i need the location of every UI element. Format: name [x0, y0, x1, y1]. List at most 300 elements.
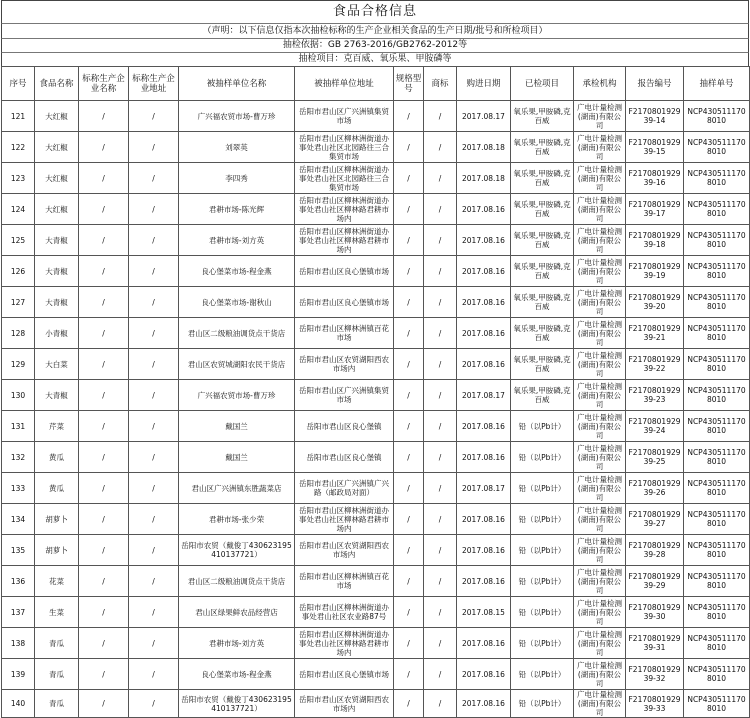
- cell-mfr: /: [79, 256, 129, 287]
- cell-food: 大红椒: [35, 194, 79, 225]
- cell-unit: 君山区农贸城湖阳农民干货店: [179, 349, 295, 380]
- cell-date: 2017.08.16: [457, 659, 511, 690]
- cell-mfr: /: [79, 163, 129, 194]
- cell-report: F217080192939-22: [626, 349, 684, 380]
- cell-mfr: /: [79, 101, 129, 132]
- col-header-mfr-addr: 标称生产企业地址: [129, 67, 179, 101]
- cell-report: F217080192939-25: [626, 442, 684, 473]
- cell-lab: 广电计量检测(湖南)有限公司: [574, 163, 626, 194]
- cell-sample: NCP4305111708010: [684, 504, 750, 535]
- cell-unit: 戴国兰: [179, 442, 295, 473]
- table-row: [2, 163, 750, 194]
- declaration-notice: （声明：以下信息仅指本次抽检标称的生产企业相关食品的生产日期/批号和所检项目）: [1, 23, 749, 38]
- cell-brand: /: [424, 442, 457, 473]
- cell-date: 2017.08.16: [457, 349, 511, 380]
- cell-food: 大红椒: [35, 101, 79, 132]
- cell-mfr: /: [79, 349, 129, 380]
- cell-mfr: /: [79, 535, 129, 566]
- cell-date: 2017.08.16: [457, 256, 511, 287]
- cell-spec: /: [394, 225, 424, 256]
- cell-lab: 广电计量检测(湖南)有限公司: [574, 101, 626, 132]
- cell-lab: 广电计量检测(湖南)有限公司: [574, 566, 626, 597]
- cell-unit-addr: 岳阳市君山区良心堡镇市场: [295, 256, 394, 287]
- cell-unit-addr: 岳阳市君山区柳林洲街道办事处君山社区农业路87号: [295, 597, 394, 628]
- cell-date: 2017.08.16: [457, 566, 511, 597]
- cell-mfr-addr: /: [129, 380, 179, 411]
- cell-report: F217080192939-27: [626, 504, 684, 535]
- cell-mfr: /: [79, 132, 129, 163]
- cell-items: 铅（以Pb计）: [511, 535, 574, 566]
- cell-unit-addr: 岳阳市君山区良心堡镇: [295, 442, 394, 473]
- cell-no: 135: [2, 535, 35, 566]
- cell-report: F217080192939-24: [626, 411, 684, 442]
- cell-unit-addr: 岳阳市君山区良心堡镇: [295, 411, 394, 442]
- cell-brand: /: [424, 225, 457, 256]
- cell-food: 大青椒: [35, 225, 79, 256]
- cell-spec: /: [394, 101, 424, 132]
- cell-food: 青瓜: [35, 659, 79, 690]
- cell-mfr: /: [79, 628, 129, 659]
- cell-sample: NCP4305111708010: [684, 349, 750, 380]
- cell-food: 大红椒: [35, 132, 79, 163]
- cell-unit-addr: 岳阳市君山区柳林洲镇百花市场: [295, 566, 394, 597]
- cell-lab: 广电计量检测(湖南)有限公司: [574, 442, 626, 473]
- cell-date: 2017.08.17: [457, 380, 511, 411]
- cell-no: 125: [2, 225, 35, 256]
- cell-mfr-addr: /: [129, 659, 179, 690]
- cell-lab: 广电计量检测(湖南)有限公司: [574, 287, 626, 318]
- cell-no: 121: [2, 101, 35, 132]
- cell-unit: 君山区二级粮油调货点干货店: [179, 318, 295, 349]
- cell-lab: 广电计量检测(湖南)有限公司: [574, 628, 626, 659]
- cell-sample: NCP4305111708010: [684, 380, 750, 411]
- cell-lab: 广电计量检测(湖南)有限公司: [574, 690, 626, 718]
- table-row: [2, 225, 750, 256]
- table-row: [2, 256, 750, 287]
- cell-mfr: /: [79, 504, 129, 535]
- cell-report: F217080192939-33: [626, 690, 684, 718]
- cell-no: 140: [2, 690, 35, 718]
- cell-spec: /: [394, 318, 424, 349]
- cell-report: F217080192939-31: [626, 628, 684, 659]
- cell-spec: /: [394, 163, 424, 194]
- cell-brand: /: [424, 566, 457, 597]
- cell-no: 138: [2, 628, 35, 659]
- cell-mfr-addr: /: [129, 225, 179, 256]
- cell-items: 氧乐果,甲胺磷,克百威: [511, 194, 574, 225]
- table-row: [2, 628, 750, 659]
- cell-mfr: /: [79, 411, 129, 442]
- cell-unit: 岳阳市农贸（戴俊丁430623195410137721）: [179, 535, 295, 566]
- col-header-brand: 商标: [424, 67, 457, 101]
- cell-mfr-addr: /: [129, 628, 179, 659]
- cell-mfr-addr: /: [129, 256, 179, 287]
- cell-brand: /: [424, 535, 457, 566]
- cell-no: 139: [2, 659, 35, 690]
- cell-unit: 君耕市场-刘方英: [179, 225, 295, 256]
- cell-lab: 广电计量检测(湖南)有限公司: [574, 535, 626, 566]
- cell-sample: NCP4305111708010: [684, 628, 750, 659]
- cell-unit-addr: 岳阳市君山区柳林洲街道办事处君山社区北园路往三合集贸市场: [295, 163, 394, 194]
- cell-no: 131: [2, 411, 35, 442]
- cell-unit: 李四秀: [179, 163, 295, 194]
- cell-food: 大白菜: [35, 349, 79, 380]
- cell-food: 黄瓜: [35, 473, 79, 504]
- cell-items: 氧乐果,甲胺磷,克百威: [511, 287, 574, 318]
- cell-items: 氧乐果,甲胺磷,克百威: [511, 318, 574, 349]
- cell-spec: /: [394, 690, 424, 718]
- col-header-sample: 抽样单号: [684, 67, 750, 101]
- cell-mfr-addr: /: [129, 690, 179, 718]
- cell-items: 氧乐果,甲胺磷,克百威: [511, 349, 574, 380]
- cell-sample: NCP4305111708010: [684, 194, 750, 225]
- cell-unit: 广兴福农贸市场-曹万珍: [179, 101, 295, 132]
- cell-mfr: /: [79, 380, 129, 411]
- cell-sample: NCP4305111708010: [684, 535, 750, 566]
- cell-no: 133: [2, 473, 35, 504]
- cell-mfr-addr: /: [129, 287, 179, 318]
- cell-brand: /: [424, 690, 457, 718]
- table-row: [2, 473, 750, 504]
- cell-items: 氧乐果,甲胺磷,克百威: [511, 101, 574, 132]
- table-header-row: [2, 67, 750, 101]
- cell-brand: /: [424, 473, 457, 504]
- cell-unit-addr: 岳阳市君山区广兴洲镇集贸市场: [295, 380, 394, 411]
- col-header-unit: 被抽样单位名称: [179, 67, 295, 101]
- cell-sample: NCP4305111708010: [684, 163, 750, 194]
- cell-date: 2017.08.18: [457, 132, 511, 163]
- cell-brand: /: [424, 380, 457, 411]
- cell-lab: 广电计量检测(湖南)有限公司: [574, 349, 626, 380]
- cell-unit: 广兴福农贸市场-曹万珍: [179, 380, 295, 411]
- cell-spec: /: [394, 597, 424, 628]
- cell-no: 122: [2, 132, 35, 163]
- cell-brand: /: [424, 318, 457, 349]
- col-header-items: 已检项目: [511, 67, 574, 101]
- cell-date: 2017.08.16: [457, 287, 511, 318]
- cell-unit-addr: 岳阳市君山区柳林洲街道办事处君山社区北园路往三合集贸市场: [295, 132, 394, 163]
- cell-date: 2017.08.16: [457, 225, 511, 256]
- cell-sample: NCP4305111708010: [684, 442, 750, 473]
- cell-unit-addr: 岳阳市君山区广兴洲镇集贸市场: [295, 101, 394, 132]
- cell-brand: /: [424, 194, 457, 225]
- cell-lab: 广电计量检测(湖南)有限公司: [574, 256, 626, 287]
- cell-date: 2017.08.16: [457, 628, 511, 659]
- cell-date: 2017.08.16: [457, 504, 511, 535]
- cell-report: F217080192939-14: [626, 101, 684, 132]
- cell-mfr: /: [79, 566, 129, 597]
- cell-sample: NCP4305111708010: [684, 566, 750, 597]
- cell-report: F217080192939-19: [626, 256, 684, 287]
- cell-spec: /: [394, 535, 424, 566]
- cell-lab: 广电计量检测(湖南)有限公司: [574, 504, 626, 535]
- cell-lab: 广电计量检测(湖南)有限公司: [574, 318, 626, 349]
- cell-no: 130: [2, 380, 35, 411]
- cell-unit: 刘翠英: [179, 132, 295, 163]
- inspection-basis: 抽检依据：GB 2763-2016/GB2762-2012等: [1, 38, 749, 52]
- cell-food: 胡萝卜: [35, 504, 79, 535]
- cell-mfr-addr: /: [129, 132, 179, 163]
- cell-lab: 广电计量检测(湖南)有限公司: [574, 380, 626, 411]
- cell-mfr: /: [79, 318, 129, 349]
- cell-unit-addr: 岳阳市君山区广兴洲镇广兴路（邮政局对面）: [295, 473, 394, 504]
- cell-report: F217080192939-20: [626, 287, 684, 318]
- cell-brand: /: [424, 628, 457, 659]
- cell-food: 青瓜: [35, 628, 79, 659]
- page-title: 食品合格信息: [1, 0, 749, 23]
- cell-items: 氧乐果,甲胺磷,克百威: [511, 132, 574, 163]
- cell-report: F217080192939-16: [626, 163, 684, 194]
- cell-mfr-addr: /: [129, 535, 179, 566]
- cell-brand: /: [424, 163, 457, 194]
- cell-lab: 广电计量检测(湖南)有限公司: [574, 132, 626, 163]
- cell-no: 126: [2, 256, 35, 287]
- cell-report: F217080192939-30: [626, 597, 684, 628]
- cell-lab: 广电计量检测(湖南)有限公司: [574, 597, 626, 628]
- cell-brand: /: [424, 659, 457, 690]
- cell-lab: 广电计量检测(湖南)有限公司: [574, 194, 626, 225]
- col-header-date: 购进日期: [457, 67, 511, 101]
- cell-brand: /: [424, 256, 457, 287]
- cell-food: 花菜: [35, 566, 79, 597]
- cell-mfr-addr: /: [129, 442, 179, 473]
- cell-mfr-addr: /: [129, 194, 179, 225]
- cell-sample: NCP4305111708010: [684, 101, 750, 132]
- cell-report: F217080192939-23: [626, 380, 684, 411]
- cell-items: 铅（以Pb计）: [511, 566, 574, 597]
- cell-food: 生菜: [35, 597, 79, 628]
- cell-items: 铅（以Pb计）: [511, 473, 574, 504]
- table-row: [2, 349, 750, 380]
- results-table: [1, 66, 750, 718]
- cell-spec: /: [394, 194, 424, 225]
- cell-mfr: /: [79, 659, 129, 690]
- cell-food: 小青椒: [35, 318, 79, 349]
- cell-sample: NCP4305111708010: [684, 473, 750, 504]
- cell-sample: NCP4305111708010: [684, 690, 750, 718]
- cell-spec: /: [394, 287, 424, 318]
- cell-mfr: /: [79, 194, 129, 225]
- cell-items: 铅（以Pb计）: [511, 690, 574, 718]
- cell-food: 大青椒: [35, 256, 79, 287]
- cell-report: F217080192939-17: [626, 194, 684, 225]
- cell-unit-addr: 岳阳市君山区柳林洲街道办事处君山社区柳林路君耕市场内: [295, 628, 394, 659]
- cell-lab: 广电计量检测(湖南)有限公司: [574, 473, 626, 504]
- cell-spec: /: [394, 132, 424, 163]
- col-header-mfr: 标称生产企业名称: [79, 67, 129, 101]
- cell-date: 2017.08.16: [457, 535, 511, 566]
- cell-unit-addr: 岳阳市君山区农贸湖阳西农市场内: [295, 349, 394, 380]
- cell-items: 铅（以Pb计）: [511, 411, 574, 442]
- cell-brand: /: [424, 132, 457, 163]
- inspection-sheet: [1, 0, 749, 718]
- cell-report: F217080192939-26: [626, 473, 684, 504]
- inspection-items: 抽检项目：克百威、氧乐果、甲胺磷等: [1, 52, 749, 66]
- cell-no: 136: [2, 566, 35, 597]
- cell-mfr: /: [79, 225, 129, 256]
- cell-brand: /: [424, 411, 457, 442]
- cell-unit-addr: 岳阳市君山区柳林洲街道办事处君山社区柳林路君耕市场内: [295, 504, 394, 535]
- cell-unit: 良心堡菜市场-程金燕: [179, 256, 295, 287]
- cell-report: F217080192939-29: [626, 566, 684, 597]
- cell-mfr-addr: /: [129, 597, 179, 628]
- cell-report: F217080192939-15: [626, 132, 684, 163]
- cell-items: 氧乐果,甲胺磷,克百威: [511, 163, 574, 194]
- cell-items: 铅（以Pb计）: [511, 597, 574, 628]
- cell-mfr-addr: /: [129, 101, 179, 132]
- cell-mfr: /: [79, 597, 129, 628]
- table-row: [2, 101, 750, 132]
- cell-no: 129: [2, 349, 35, 380]
- cell-date: 2017.08.15: [457, 597, 511, 628]
- cell-spec: /: [394, 504, 424, 535]
- cell-date: 2017.08.16: [457, 690, 511, 718]
- cell-unit: 君山区绿果鲜农品经营店: [179, 597, 295, 628]
- cell-no: 123: [2, 163, 35, 194]
- cell-food: 大青椒: [35, 287, 79, 318]
- cell-food: 胡萝卜: [35, 535, 79, 566]
- table-row: [2, 194, 750, 225]
- cell-mfr: /: [79, 442, 129, 473]
- cell-unit: 良心堡菜市场-程金燕: [179, 659, 295, 690]
- cell-sample: NCP4305111708010: [684, 225, 750, 256]
- cell-mfr: /: [79, 690, 129, 718]
- cell-unit: 君耕市场-刘方英: [179, 628, 295, 659]
- cell-mfr-addr: /: [129, 163, 179, 194]
- cell-unit-addr: 岳阳市君山区柳林洲街道办事处君山社区柳林路君耕市场内: [295, 194, 394, 225]
- cell-brand: /: [424, 504, 457, 535]
- cell-food: 大青椒: [35, 380, 79, 411]
- cell-spec: /: [394, 473, 424, 504]
- cell-spec: /: [394, 566, 424, 597]
- table-row: [2, 690, 750, 718]
- cell-mfr: /: [79, 473, 129, 504]
- col-header-report: 报告编号: [626, 67, 684, 101]
- table-row: [2, 597, 750, 628]
- cell-sample: NCP4305111708010: [684, 318, 750, 349]
- cell-unit: 戴国兰: [179, 411, 295, 442]
- cell-lab: 广电计量检测(湖南)有限公司: [574, 225, 626, 256]
- cell-sample: NCP4305111708010: [684, 287, 750, 318]
- cell-spec: /: [394, 411, 424, 442]
- cell-report: F217080192939-21: [626, 318, 684, 349]
- cell-unit-addr: 岳阳市君山区农贸湖阳西农市场内: [295, 535, 394, 566]
- cell-date: 2017.08.16: [457, 318, 511, 349]
- cell-spec: /: [394, 659, 424, 690]
- cell-mfr-addr: /: [129, 504, 179, 535]
- table-row: [2, 659, 750, 690]
- cell-date: 2017.08.16: [457, 194, 511, 225]
- cell-food: 芹菜: [35, 411, 79, 442]
- cell-lab: 广电计量检测(湖南)有限公司: [574, 411, 626, 442]
- cell-sample: NCP4305111708010: [684, 597, 750, 628]
- cell-items: 铅（以Pb计）: [511, 628, 574, 659]
- table-row: [2, 566, 750, 597]
- cell-spec: /: [394, 349, 424, 380]
- cell-brand: /: [424, 101, 457, 132]
- cell-spec: /: [394, 256, 424, 287]
- cell-items: 氧乐果,甲胺磷,克百威: [511, 380, 574, 411]
- cell-brand: /: [424, 287, 457, 318]
- cell-date: 2017.08.17: [457, 473, 511, 504]
- cell-no: 128: [2, 318, 35, 349]
- table-row: [2, 132, 750, 163]
- cell-no: 137: [2, 597, 35, 628]
- cell-unit: 君山区二级粮油调货点干货店: [179, 566, 295, 597]
- cell-sample: NCP4305111708010: [684, 659, 750, 690]
- table-row: [2, 411, 750, 442]
- cell-unit: 岳阳市农贸（戴俊丁430623195410137721）: [179, 690, 295, 718]
- cell-items: 铅（以Pb计）: [511, 442, 574, 473]
- cell-brand: /: [424, 349, 457, 380]
- cell-date: 2017.08.16: [457, 442, 511, 473]
- cell-mfr-addr: /: [129, 566, 179, 597]
- cell-mfr-addr: /: [129, 349, 179, 380]
- cell-mfr: /: [79, 287, 129, 318]
- cell-food: 大红椒: [35, 163, 79, 194]
- table-row: [2, 535, 750, 566]
- cell-items: 铅（以Pb计）: [511, 659, 574, 690]
- cell-no: 124: [2, 194, 35, 225]
- cell-unit-addr: 岳阳市君山区良心堡镇市场: [295, 287, 394, 318]
- cell-unit-addr: 岳阳市君山区良心堡镇市场: [295, 659, 394, 690]
- cell-food: 青瓜: [35, 690, 79, 718]
- cell-report: F217080192939-28: [626, 535, 684, 566]
- col-header-lab: 承检机构: [574, 67, 626, 101]
- cell-sample: NCP4305111708010: [684, 411, 750, 442]
- table-body: [2, 101, 750, 718]
- cell-unit: 良心堡菜市场-谢秋山: [179, 287, 295, 318]
- cell-date: 2017.08.16: [457, 411, 511, 442]
- cell-brand: /: [424, 597, 457, 628]
- table-row: [2, 504, 750, 535]
- cell-unit-addr: 岳阳市君山区农贸湖阳西农市场内: [295, 690, 394, 718]
- cell-food: 黄瓜: [35, 442, 79, 473]
- cell-mfr-addr: /: [129, 411, 179, 442]
- cell-unit-addr: 岳阳市君山区柳林洲街道办事处君山社区柳林路君耕市场内: [295, 225, 394, 256]
- cell-items: 氧乐果,甲胺磷,克百威: [511, 256, 574, 287]
- cell-mfr-addr: /: [129, 473, 179, 504]
- cell-sample: NCP4305111708010: [684, 132, 750, 163]
- cell-no: 134: [2, 504, 35, 535]
- cell-unit: 君耕市场-陈光辉: [179, 194, 295, 225]
- cell-spec: /: [394, 380, 424, 411]
- table-row: [2, 318, 750, 349]
- table-row: [2, 287, 750, 318]
- cell-spec: /: [394, 442, 424, 473]
- cell-date: 2017.08.17: [457, 101, 511, 132]
- cell-spec: /: [394, 628, 424, 659]
- table-row: [2, 380, 750, 411]
- cell-items: 铅（以Pb计）: [511, 504, 574, 535]
- cell-report: F217080192939-32: [626, 659, 684, 690]
- col-header-food: 食品名称: [35, 67, 79, 101]
- cell-lab: 广电计量检测(湖南)有限公司: [574, 659, 626, 690]
- cell-unit: 君耕市场-张少荣: [179, 504, 295, 535]
- col-header-no: 序号: [2, 67, 35, 101]
- cell-date: 2017.08.18: [457, 163, 511, 194]
- cell-no: 127: [2, 287, 35, 318]
- cell-unit-addr: 岳阳市君山区柳林洲镇百花市场: [295, 318, 394, 349]
- col-header-spec: 规格型号: [394, 67, 424, 101]
- cell-no: 132: [2, 442, 35, 473]
- cell-sample: NCP4305111708010: [684, 256, 750, 287]
- cell-mfr-addr: /: [129, 318, 179, 349]
- cell-report: F217080192939-18: [626, 225, 684, 256]
- cell-items: 氧乐果,甲胺磷,克百威: [511, 225, 574, 256]
- col-header-unit-addr: 被抽样单位地址: [295, 67, 394, 101]
- cell-unit: 君山区广兴洲镇东胜蔬菜店: [179, 473, 295, 504]
